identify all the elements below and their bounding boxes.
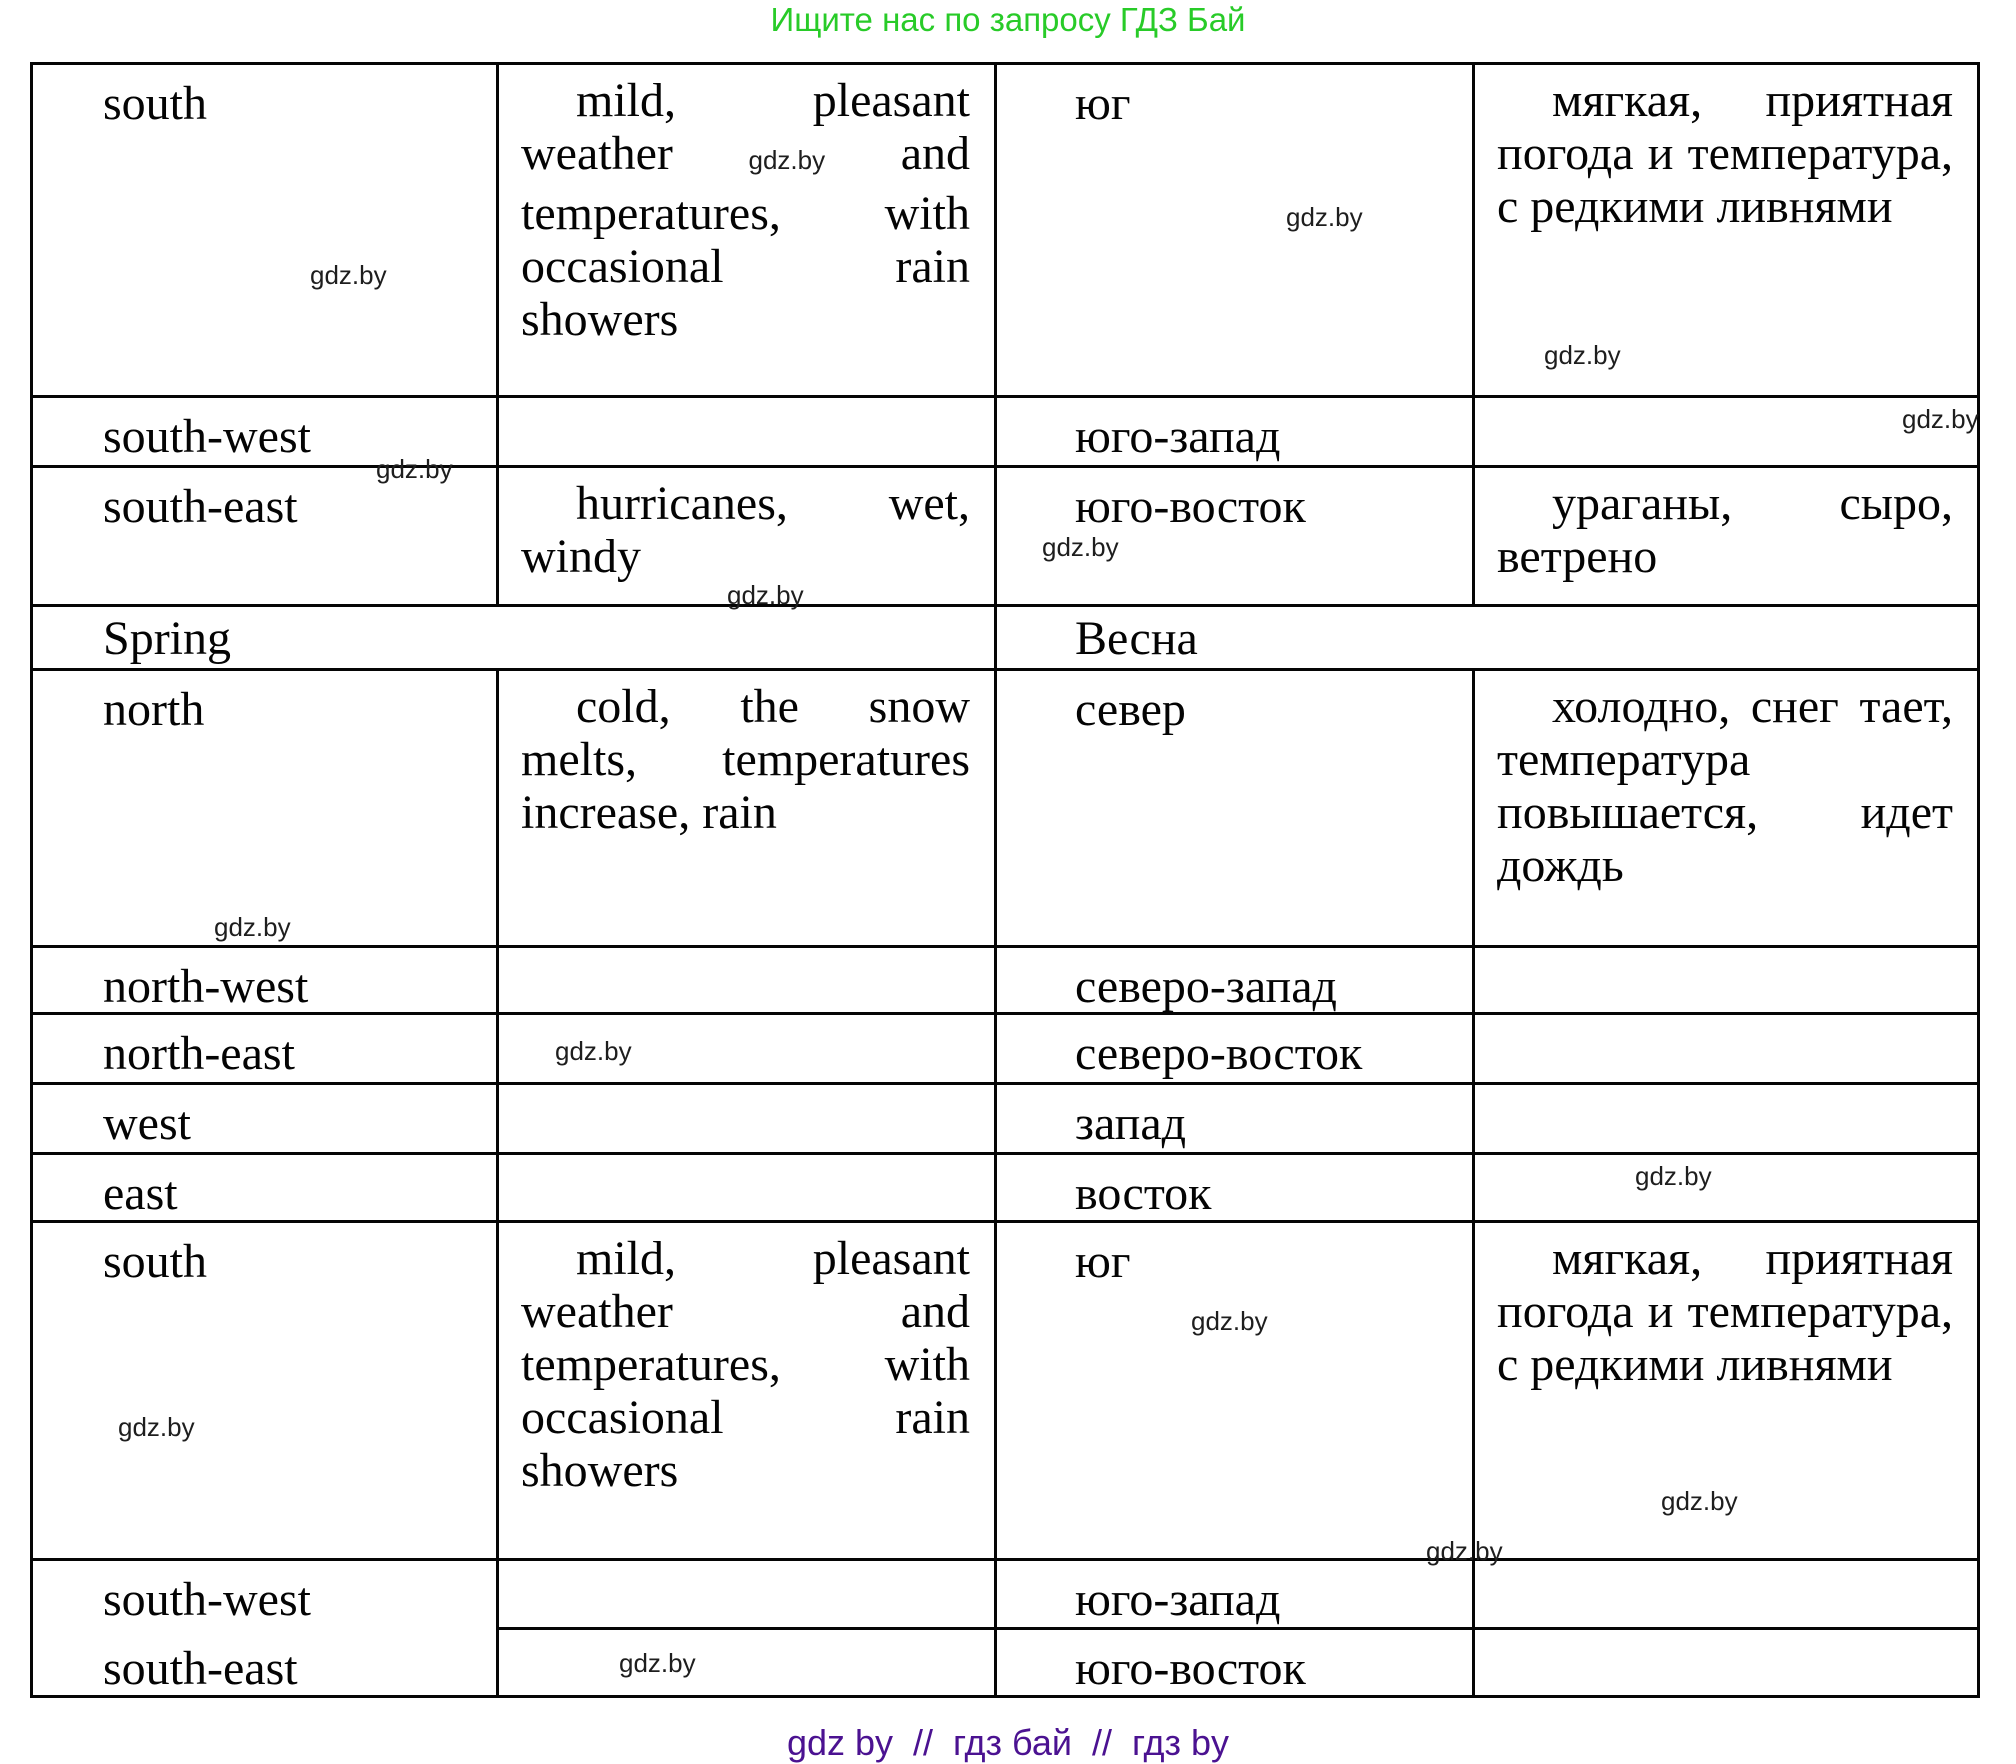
cell-r6-direction-en <box>33 948 499 1015</box>
cell-r5-direction-ru <box>997 671 1475 948</box>
watermark: gdz.by <box>376 454 453 484</box>
cell-text: south <box>103 1235 208 1288</box>
cell-r8-direction-ru <box>997 1085 1475 1155</box>
cell-r8-weather-ru-empty <box>1475 1085 1977 1155</box>
cell-text: and temperatures, with occasional rain showers <box>521 127 971 346</box>
vocabulary-table <box>30 62 1980 1698</box>
cell-r8-direction-en <box>33 1085 499 1155</box>
watermark: gdz.by <box>310 260 387 290</box>
cell-text: south-east <box>103 1642 298 1695</box>
cell-text: запад <box>1075 1097 1187 1150</box>
watermark: gdz.by <box>1902 404 1979 434</box>
cell-text: восток <box>1075 1167 1212 1220</box>
cell-r5-direction-en <box>33 671 499 948</box>
cell-text: юго-запад <box>1075 1573 1281 1626</box>
watermark: gdz.by <box>1426 1536 1503 1566</box>
cell-r2-direction-ru <box>997 398 1475 468</box>
watermark: gdz.by <box>1544 340 1621 370</box>
cell-r5-weather-ru <box>1475 671 1977 948</box>
cell-r10-weather-en <box>499 1223 997 1561</box>
cell-text: east <box>103 1167 178 1220</box>
cell-text: south-east <box>103 480 298 533</box>
paragraph: мягкая, приятная погода и температура, с редкими ливнями <box>1497 1232 1953 1391</box>
cell-r3-direction-en <box>33 468 499 607</box>
cell-r11-direction-ru <box>997 1561 1475 1630</box>
paragraph: cold, the snow melts, temperatures increase, rain <box>521 680 970 839</box>
cell-text: west <box>103 1097 191 1150</box>
cell-r2-weather-en-empty <box>499 398 997 468</box>
cell-r12-weather-en-empty <box>499 1630 997 1695</box>
cell-r9-direction-ru <box>997 1155 1475 1223</box>
cell-text: south <box>103 77 208 130</box>
cell-r6-weather-ru-empty <box>1475 948 1977 1015</box>
cell-r11-direction-en <box>33 1561 499 1630</box>
paragraph: холодно, снег тает, температура повышается, идет дождь <box>1497 680 1953 892</box>
cell-r12-weather-ru-empty <box>1475 1630 1977 1695</box>
cell-r9-weather-en-empty <box>499 1155 997 1223</box>
cell-text: north-east <box>103 1027 295 1080</box>
cell-r11-weather-ru-empty <box>1475 1561 1977 1630</box>
watermark: gdz.by <box>555 1036 632 1066</box>
cell-r12-direction-ru <box>997 1630 1475 1695</box>
cell-text: юг <box>1075 1235 1131 1288</box>
paragraph: мягкая, приятная погода и температура, с редкими ливнями <box>1497 74 1953 233</box>
cell-r5-weather-en <box>499 671 997 948</box>
watermark: gdz.by <box>748 145 826 175</box>
cell-text: mild, pleasant weather <box>521 74 970 180</box>
cell-text: south-west <box>103 1573 311 1626</box>
watermark: gdz.by <box>727 580 804 610</box>
cell-r12-direction-en <box>33 1630 499 1695</box>
watermark: gdz.by <box>1635 1161 1712 1191</box>
paragraph: hurricanes, wet, windy <box>521 477 970 583</box>
cell-text: северо-восток <box>1075 1027 1363 1080</box>
paragraph: mild, pleasant weather and temperatures, with occasional rain showers <box>521 1232 970 1497</box>
watermark: gdz.by <box>214 912 291 942</box>
promo-header: Ищите нас по запросу ГДЗ Бай <box>770 1 1246 38</box>
cell-r11-weather-en-empty <box>499 1561 997 1630</box>
cell-r1-direction-ru <box>997 65 1475 398</box>
site-footer: gdz by // гдз бай // гдз by <box>786 1722 1230 1763</box>
cell-r7-direction-en <box>33 1015 499 1085</box>
cell-season-en <box>33 607 997 671</box>
cell-r9-weather-ru-empty <box>1475 1155 1977 1223</box>
cell-text: south-west <box>103 410 311 463</box>
paragraph <box>521 74 970 346</box>
watermark: gdz.by <box>118 1412 195 1442</box>
paragraph: ураганы, сыро, ветрено <box>1497 477 1953 583</box>
watermark: gdz.by <box>1286 202 1363 232</box>
cell-text: north <box>103 683 205 736</box>
watermark: gdz.by <box>1191 1306 1268 1336</box>
cell-text: юго-восток <box>1075 1642 1306 1695</box>
cell-r10-direction-en <box>33 1223 499 1561</box>
watermark: gdz.by <box>1042 532 1119 562</box>
cell-r7-weather-ru-empty <box>1475 1015 1977 1085</box>
cell-r6-weather-en-empty <box>499 948 997 1015</box>
cell-r3-weather-ru <box>1475 468 1977 607</box>
cell-r6-direction-ru <box>997 948 1475 1015</box>
cell-text: юго-восток <box>1075 480 1306 533</box>
cell-r1-weather-en <box>499 65 997 398</box>
cell-text: юг <box>1075 77 1131 130</box>
cell-r8-weather-en-empty <box>499 1085 997 1155</box>
cell-text: north-west <box>103 960 309 1013</box>
cell-r1-direction-en <box>33 65 499 398</box>
cell-text: юго-запад <box>1075 410 1281 463</box>
cell-text: северо-запад <box>1075 960 1337 1013</box>
cell-season-ru <box>997 607 1977 671</box>
watermark: gdz.by <box>619 1648 696 1678</box>
cell-text: север <box>1075 683 1186 736</box>
watermark: gdz.by <box>1661 1486 1738 1516</box>
cell-text: Spring <box>103 612 232 665</box>
cell-r7-direction-ru <box>997 1015 1475 1085</box>
cell-r10-direction-ru <box>997 1223 1475 1561</box>
cell-r9-direction-en <box>33 1155 499 1223</box>
cell-text: Весна <box>1075 612 1198 665</box>
